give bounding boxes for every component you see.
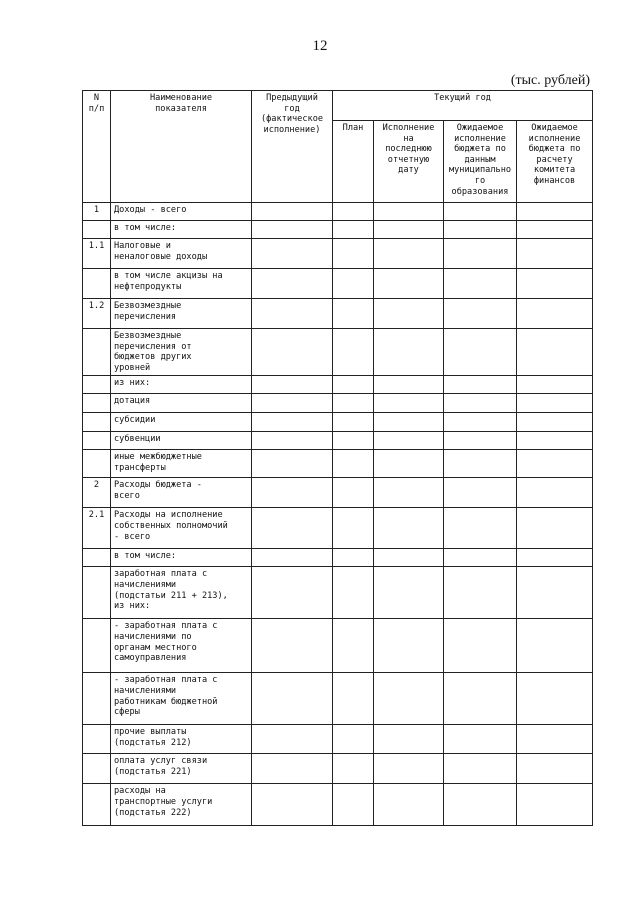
value-cell — [252, 329, 333, 376]
value-cell — [444, 725, 517, 754]
value-cell — [374, 221, 444, 239]
table-row — [83, 784, 593, 826]
row-indicator-name: субсидии — [111, 413, 252, 432]
value-cell — [517, 329, 593, 376]
value-cell — [333, 725, 374, 754]
value-cell — [374, 754, 444, 784]
value-cell — [252, 619, 333, 673]
header-name: Наименование показателя — [111, 91, 252, 203]
row-number — [83, 432, 111, 450]
value-cell — [374, 478, 444, 508]
value-cell — [252, 567, 333, 619]
value-cell — [517, 673, 593, 725]
value-cell — [333, 269, 374, 299]
value-cell — [333, 784, 374, 826]
value-cell — [333, 203, 374, 221]
value-cell — [444, 478, 517, 508]
value-cell — [252, 239, 333, 269]
row-number — [83, 784, 111, 826]
value-cell — [444, 784, 517, 826]
value-cell — [444, 376, 517, 394]
row-number — [83, 567, 111, 619]
value-cell — [252, 376, 333, 394]
value-cell — [333, 376, 374, 394]
row-number: 1.2 — [83, 299, 111, 329]
value-cell — [444, 432, 517, 450]
header-expected-committee: Ожидаемое исполнение бюджета по расчету комитета финансов — [517, 121, 593, 203]
value-cell — [444, 567, 517, 619]
value-cell — [252, 725, 333, 754]
table-row — [83, 673, 593, 725]
value-cell — [444, 394, 517, 413]
value-cell — [252, 450, 333, 478]
value-cell — [374, 394, 444, 413]
table-row — [83, 725, 593, 754]
value-cell — [517, 269, 593, 299]
row-number: 1.1 — [83, 239, 111, 269]
table-row — [83, 619, 593, 673]
value-cell — [517, 754, 593, 784]
value-cell — [517, 413, 593, 432]
table-row — [83, 376, 593, 394]
value-cell — [333, 673, 374, 725]
value-cell — [517, 725, 593, 754]
value-cell — [252, 432, 333, 450]
row-number — [83, 619, 111, 673]
row-indicator-name: Безвозмездные перечисления — [111, 299, 252, 329]
row-number — [83, 394, 111, 413]
value-cell — [333, 413, 374, 432]
value-cell — [252, 478, 333, 508]
table-row — [83, 549, 593, 567]
value-cell — [252, 754, 333, 784]
value-cell — [517, 376, 593, 394]
value-cell — [333, 549, 374, 567]
value-cell — [444, 619, 517, 673]
value-cell — [517, 299, 593, 329]
value-cell — [374, 567, 444, 619]
table-row — [83, 394, 593, 413]
value-cell — [444, 203, 517, 221]
value-cell — [517, 432, 593, 450]
value-cell — [333, 432, 374, 450]
row-indicator-name: оплата услуг связи (подстатья 221) — [111, 754, 252, 784]
value-cell — [517, 784, 593, 826]
value-cell — [444, 239, 517, 269]
budget-table — [82, 90, 593, 826]
row-number: 2.1 — [83, 508, 111, 549]
value-cell — [333, 394, 374, 413]
row-indicator-name: прочие выплаты (подстатья 212) — [111, 725, 252, 754]
row-number: 2 — [83, 478, 111, 508]
value-cell — [444, 549, 517, 567]
value-cell — [374, 549, 444, 567]
value-cell — [444, 508, 517, 549]
value-cell — [252, 299, 333, 329]
header-row-1 — [83, 91, 593, 121]
row-indicator-name: Безвозмездные перечисления от бюджетов других уровней — [111, 329, 252, 376]
table-row — [83, 432, 593, 450]
value-cell — [333, 567, 374, 619]
row-indicator-name: в том числе: — [111, 549, 252, 567]
value-cell — [374, 203, 444, 221]
header-current-year: Текущий год — [333, 91, 593, 121]
value-cell — [252, 413, 333, 432]
value-cell — [374, 269, 444, 299]
value-cell — [444, 413, 517, 432]
table-row — [83, 567, 593, 619]
row-number — [83, 673, 111, 725]
value-cell — [252, 394, 333, 413]
row-indicator-name: заработная плата с начислениями (подстатьи 211 + 213), из них: — [111, 567, 252, 619]
value-cell — [374, 329, 444, 376]
header-plan: План — [333, 121, 374, 203]
value-cell — [252, 784, 333, 826]
value-cell — [444, 754, 517, 784]
row-number — [83, 754, 111, 784]
value-cell — [374, 450, 444, 478]
header-prev-year: Предыдущий год (фактическое исполнение) — [252, 91, 333, 203]
row-indicator-name: Налоговые и неналоговые доходы — [111, 239, 252, 269]
value-cell — [374, 725, 444, 754]
value-cell — [333, 619, 374, 673]
value-cell — [517, 203, 593, 221]
row-number — [83, 221, 111, 239]
value-cell — [333, 299, 374, 329]
value-cell — [374, 299, 444, 329]
value-cell — [517, 567, 593, 619]
row-indicator-name: расходы на транспортные услуги (подстатья 222) — [111, 784, 252, 826]
table-row — [83, 239, 593, 269]
row-indicator-name: - заработная плата с начислениями по органам местного самоуправления — [111, 619, 252, 673]
table-row — [83, 269, 593, 299]
value-cell — [517, 221, 593, 239]
value-cell — [374, 508, 444, 549]
table-row — [83, 299, 593, 329]
row-indicator-name: Доходы - всего — [111, 203, 252, 221]
row-indicator-name: в том числе акцизы на нефтепродукты — [111, 269, 252, 299]
header-num: N п/п — [83, 91, 111, 203]
value-cell — [517, 394, 593, 413]
header-execution: Исполнение на последнюю отчетную дату — [374, 121, 444, 203]
table-row — [83, 754, 593, 784]
row-number — [83, 413, 111, 432]
row-number — [83, 269, 111, 299]
row-indicator-name: из них: — [111, 376, 252, 394]
value-cell — [374, 673, 444, 725]
value-cell — [444, 269, 517, 299]
value-cell — [374, 239, 444, 269]
value-cell — [517, 549, 593, 567]
row-number — [83, 329, 111, 376]
value-cell — [252, 221, 333, 239]
header-expected-municipal: Ожидаемое исполнение бюджета по данным муниципально го образования — [444, 121, 517, 203]
value-cell — [333, 450, 374, 478]
row-number: 1 — [83, 203, 111, 221]
row-indicator-name: - заработная плата с начислениями работникам бюджетной сферы — [111, 673, 252, 725]
value-cell — [252, 203, 333, 221]
value-cell — [444, 673, 517, 725]
row-indicator-name: субвенции — [111, 432, 252, 450]
row-number — [83, 450, 111, 478]
table-row — [83, 203, 593, 221]
value-cell — [374, 413, 444, 432]
value-cell — [517, 450, 593, 478]
value-cell — [374, 784, 444, 826]
row-number — [83, 376, 111, 394]
value-cell — [374, 376, 444, 394]
value-cell — [333, 754, 374, 784]
table-row — [83, 508, 593, 549]
row-indicator-name: Расходы бюджета - всего — [111, 478, 252, 508]
value-cell — [444, 299, 517, 329]
row-indicator-name: дотация — [111, 394, 252, 413]
row-indicator-name: в том числе: — [111, 221, 252, 239]
table-row — [83, 413, 593, 432]
value-cell — [374, 619, 444, 673]
row-indicator-name: иные межбюджетные трансферты — [111, 450, 252, 478]
value-cell — [444, 221, 517, 239]
value-cell — [517, 619, 593, 673]
page-number: 12 — [312, 38, 328, 54]
value-cell — [517, 478, 593, 508]
row-number — [83, 549, 111, 567]
value-cell — [252, 549, 333, 567]
value-cell — [333, 239, 374, 269]
table-row — [83, 329, 593, 376]
units-label: (тыс. рублей) — [510, 73, 590, 88]
value-cell — [444, 329, 517, 376]
value-cell — [517, 239, 593, 269]
value-cell — [252, 673, 333, 725]
row-indicator-name: Расходы на исполнение собственных полномочий - всего — [111, 508, 252, 549]
table-body — [83, 203, 593, 826]
row-number — [83, 725, 111, 754]
value-cell — [444, 450, 517, 478]
value-cell — [333, 221, 374, 239]
value-cell — [333, 478, 374, 508]
value-cell — [333, 508, 374, 549]
table-row — [83, 478, 593, 508]
table-row — [83, 221, 593, 239]
value-cell — [374, 432, 444, 450]
value-cell — [252, 269, 333, 299]
value-cell — [517, 508, 593, 549]
value-cell — [252, 508, 333, 549]
table-row — [83, 450, 593, 478]
value-cell — [333, 329, 374, 376]
